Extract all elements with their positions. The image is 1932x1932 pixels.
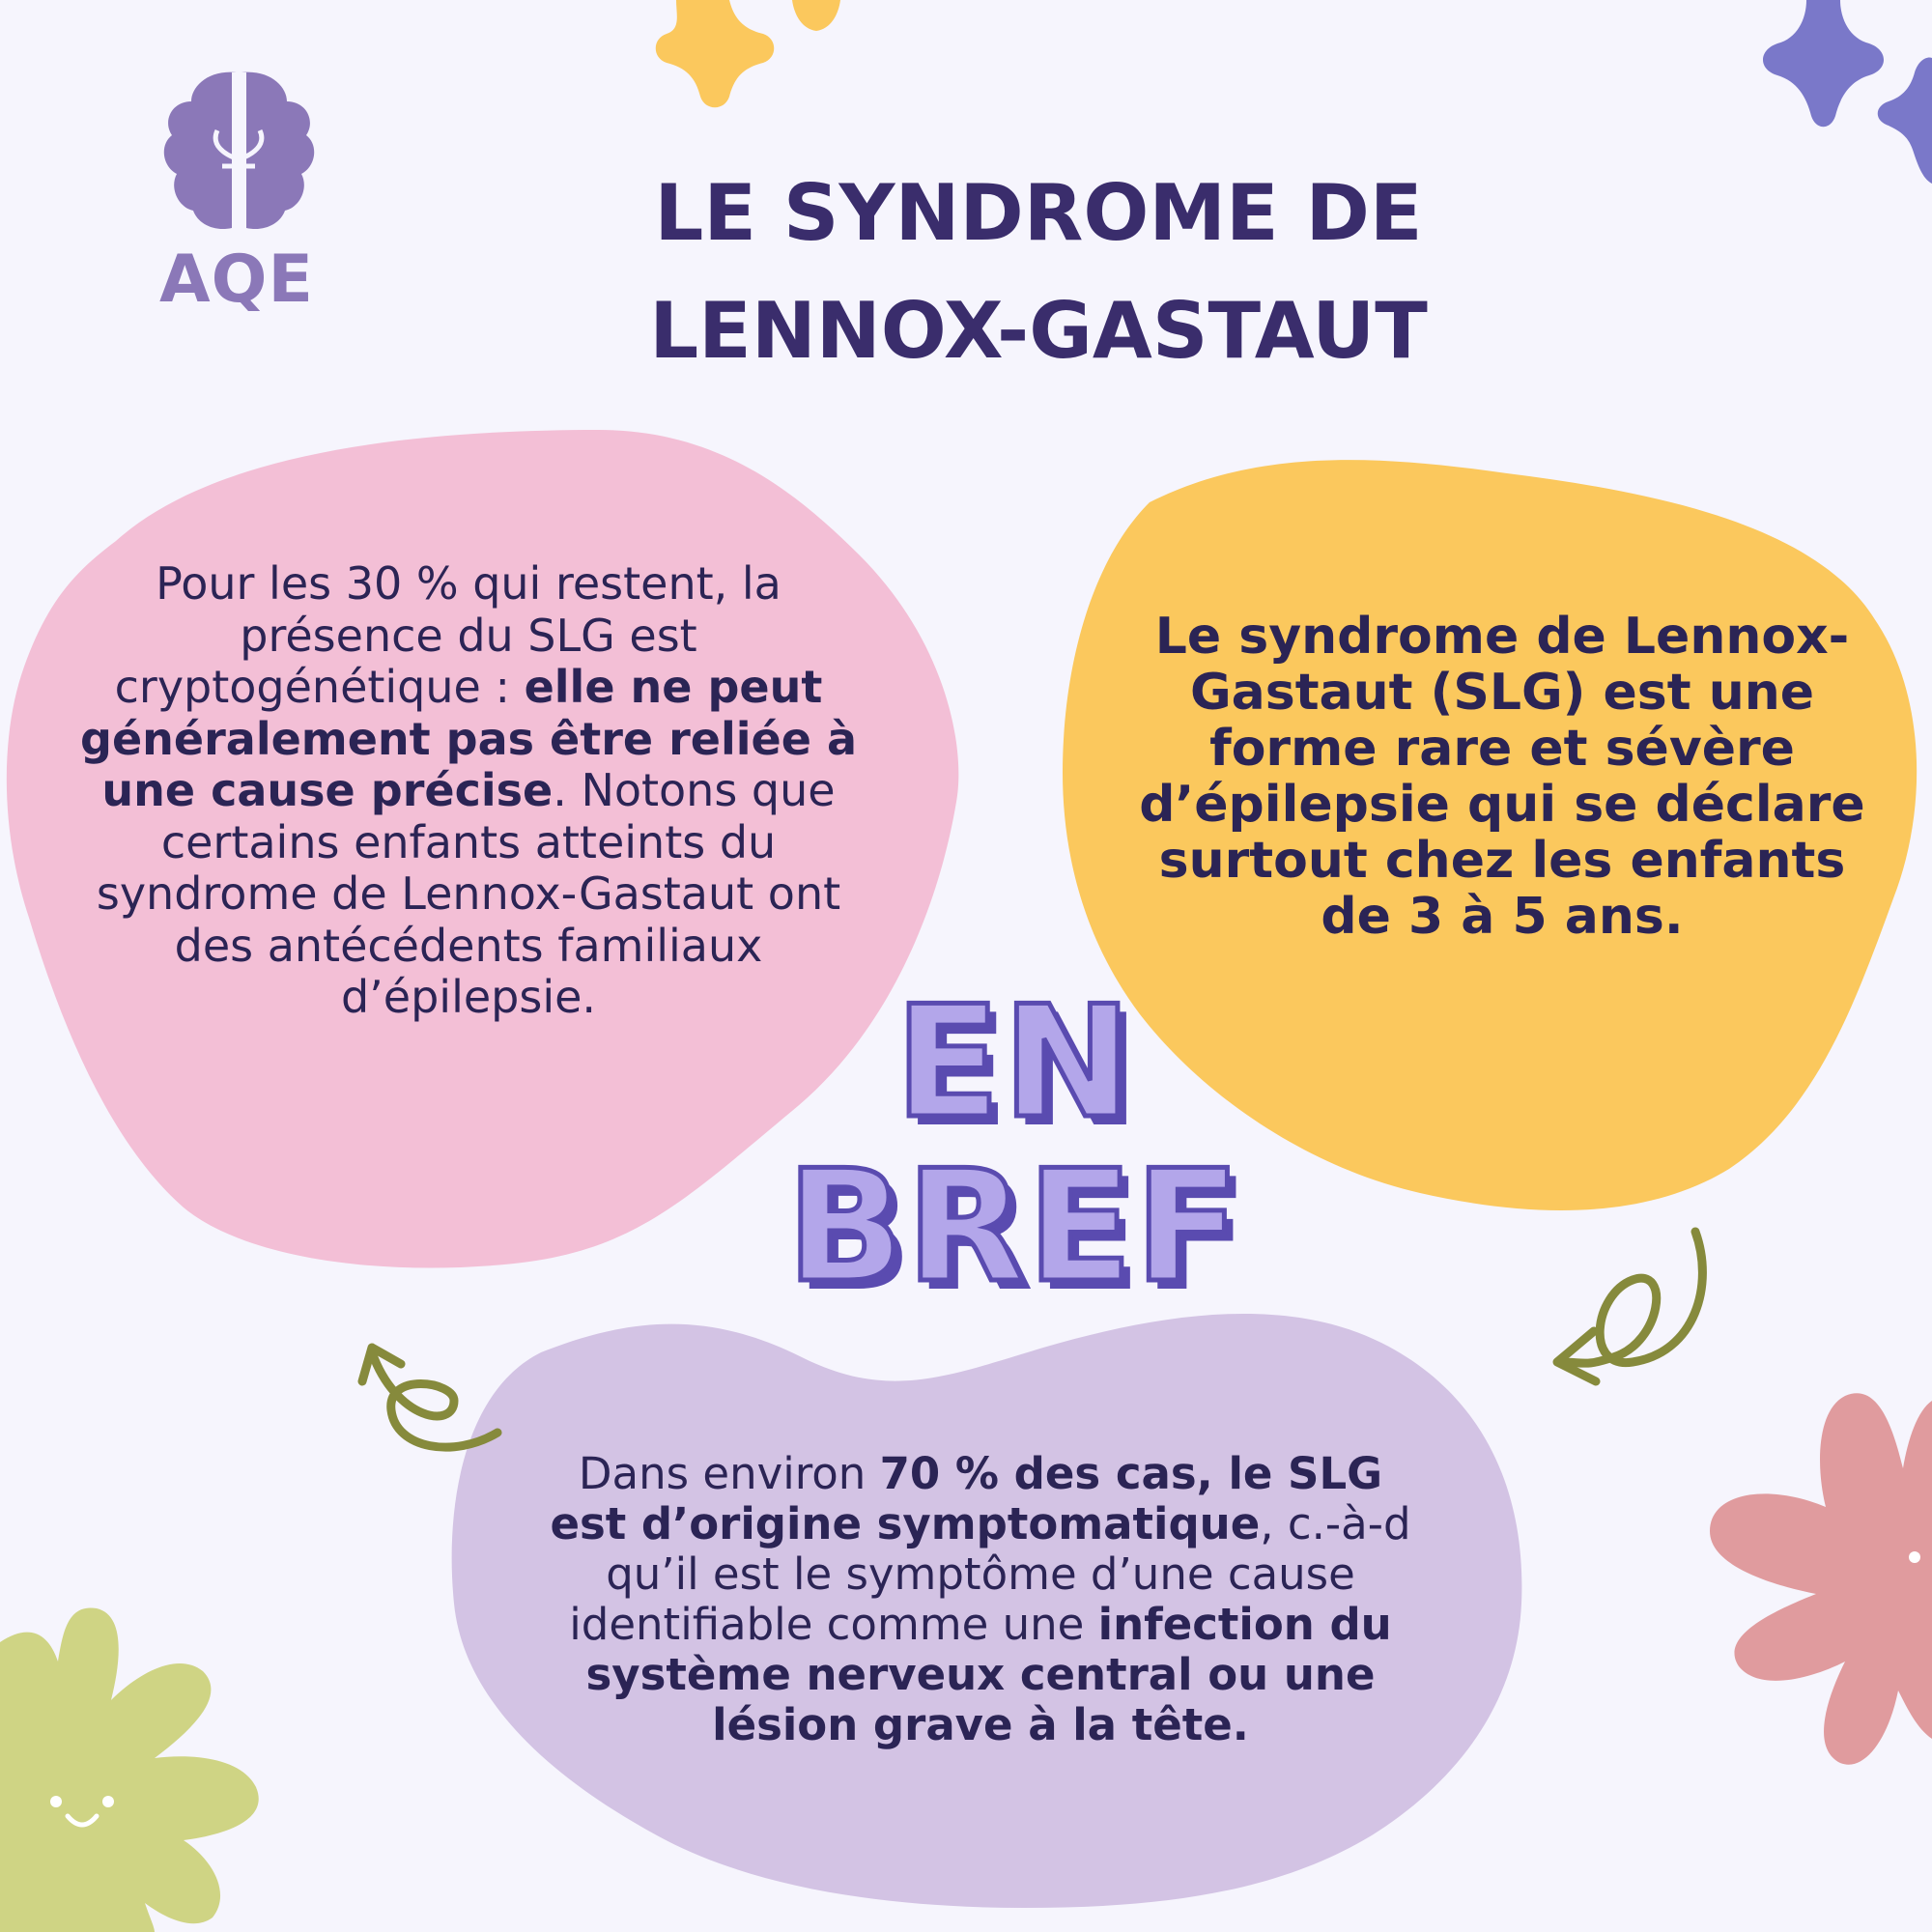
flower-green-eye-right [102, 1796, 114, 1807]
purple-bubble-text [541, 1449, 1420, 1750]
page-title-line-2: LENNOX-GASTAUT [649, 286, 1428, 376]
en-bref-heading [753, 972, 1275, 1317]
purple-bubble-text-1: Dans environ [578, 1448, 880, 1499]
pink-bubble-text-2: . Notons que certains enfants atteints du syndrome de Lennox-Gastaut ont des antécédents familiaux d’épilepsie. [96, 764, 841, 1023]
sparkle-blue [1763, 0, 1884, 127]
page-title-line-1: LE SYNDROME DE [654, 168, 1423, 258]
sparkle-blue-2 [1878, 58, 1932, 184]
flower-green-eye-left [50, 1796, 62, 1807]
pink-bubble-text [77, 558, 860, 1024]
sparkle-yellow-small [792, 0, 840, 31]
sparkle-yellow [656, 0, 775, 107]
yellow-bubble-text: Le syndrome de Lennox-Gastaut (SLG) est une forme rare et sévère d’épilepsie qui se déclare surtout chez les enfants de 3 à 5 ans. [1139, 608, 1865, 946]
purple-bubble-bold-1: 70 % des cas, le SLG est d’origine symptomatique [550, 1448, 1383, 1549]
en-bref-line-2: BREF [786, 1136, 1242, 1317]
purple-bubble-bold-2: infection du système nerveux central ou une lésion grave à la tête. [585, 1599, 1392, 1750]
pink-bubble-text-1: Pour les 30 % qui restent, la présence du SLG est cryptogénétique : [114, 557, 781, 713]
pink-bubble-bold-1: elle ne peut généralement pas être reliée à une cause précise [80, 661, 857, 816]
en-bref-line-1: EN [895, 972, 1134, 1152]
purple-bubble-text-2: , c.-à-d qu’il est le symptôme d’une cause identifiable comme une [569, 1498, 1411, 1650]
flower-green [0, 1607, 259, 1932]
flower-red [1710, 1393, 1932, 1764]
arrow-head-right [1557, 1331, 1596, 1381]
page-title [541, 155, 1536, 390]
flower-red-eye [1909, 1551, 1920, 1563]
logo-text: AQE [159, 242, 314, 318]
brain-fleur-de-lis-icon [164, 72, 314, 229]
